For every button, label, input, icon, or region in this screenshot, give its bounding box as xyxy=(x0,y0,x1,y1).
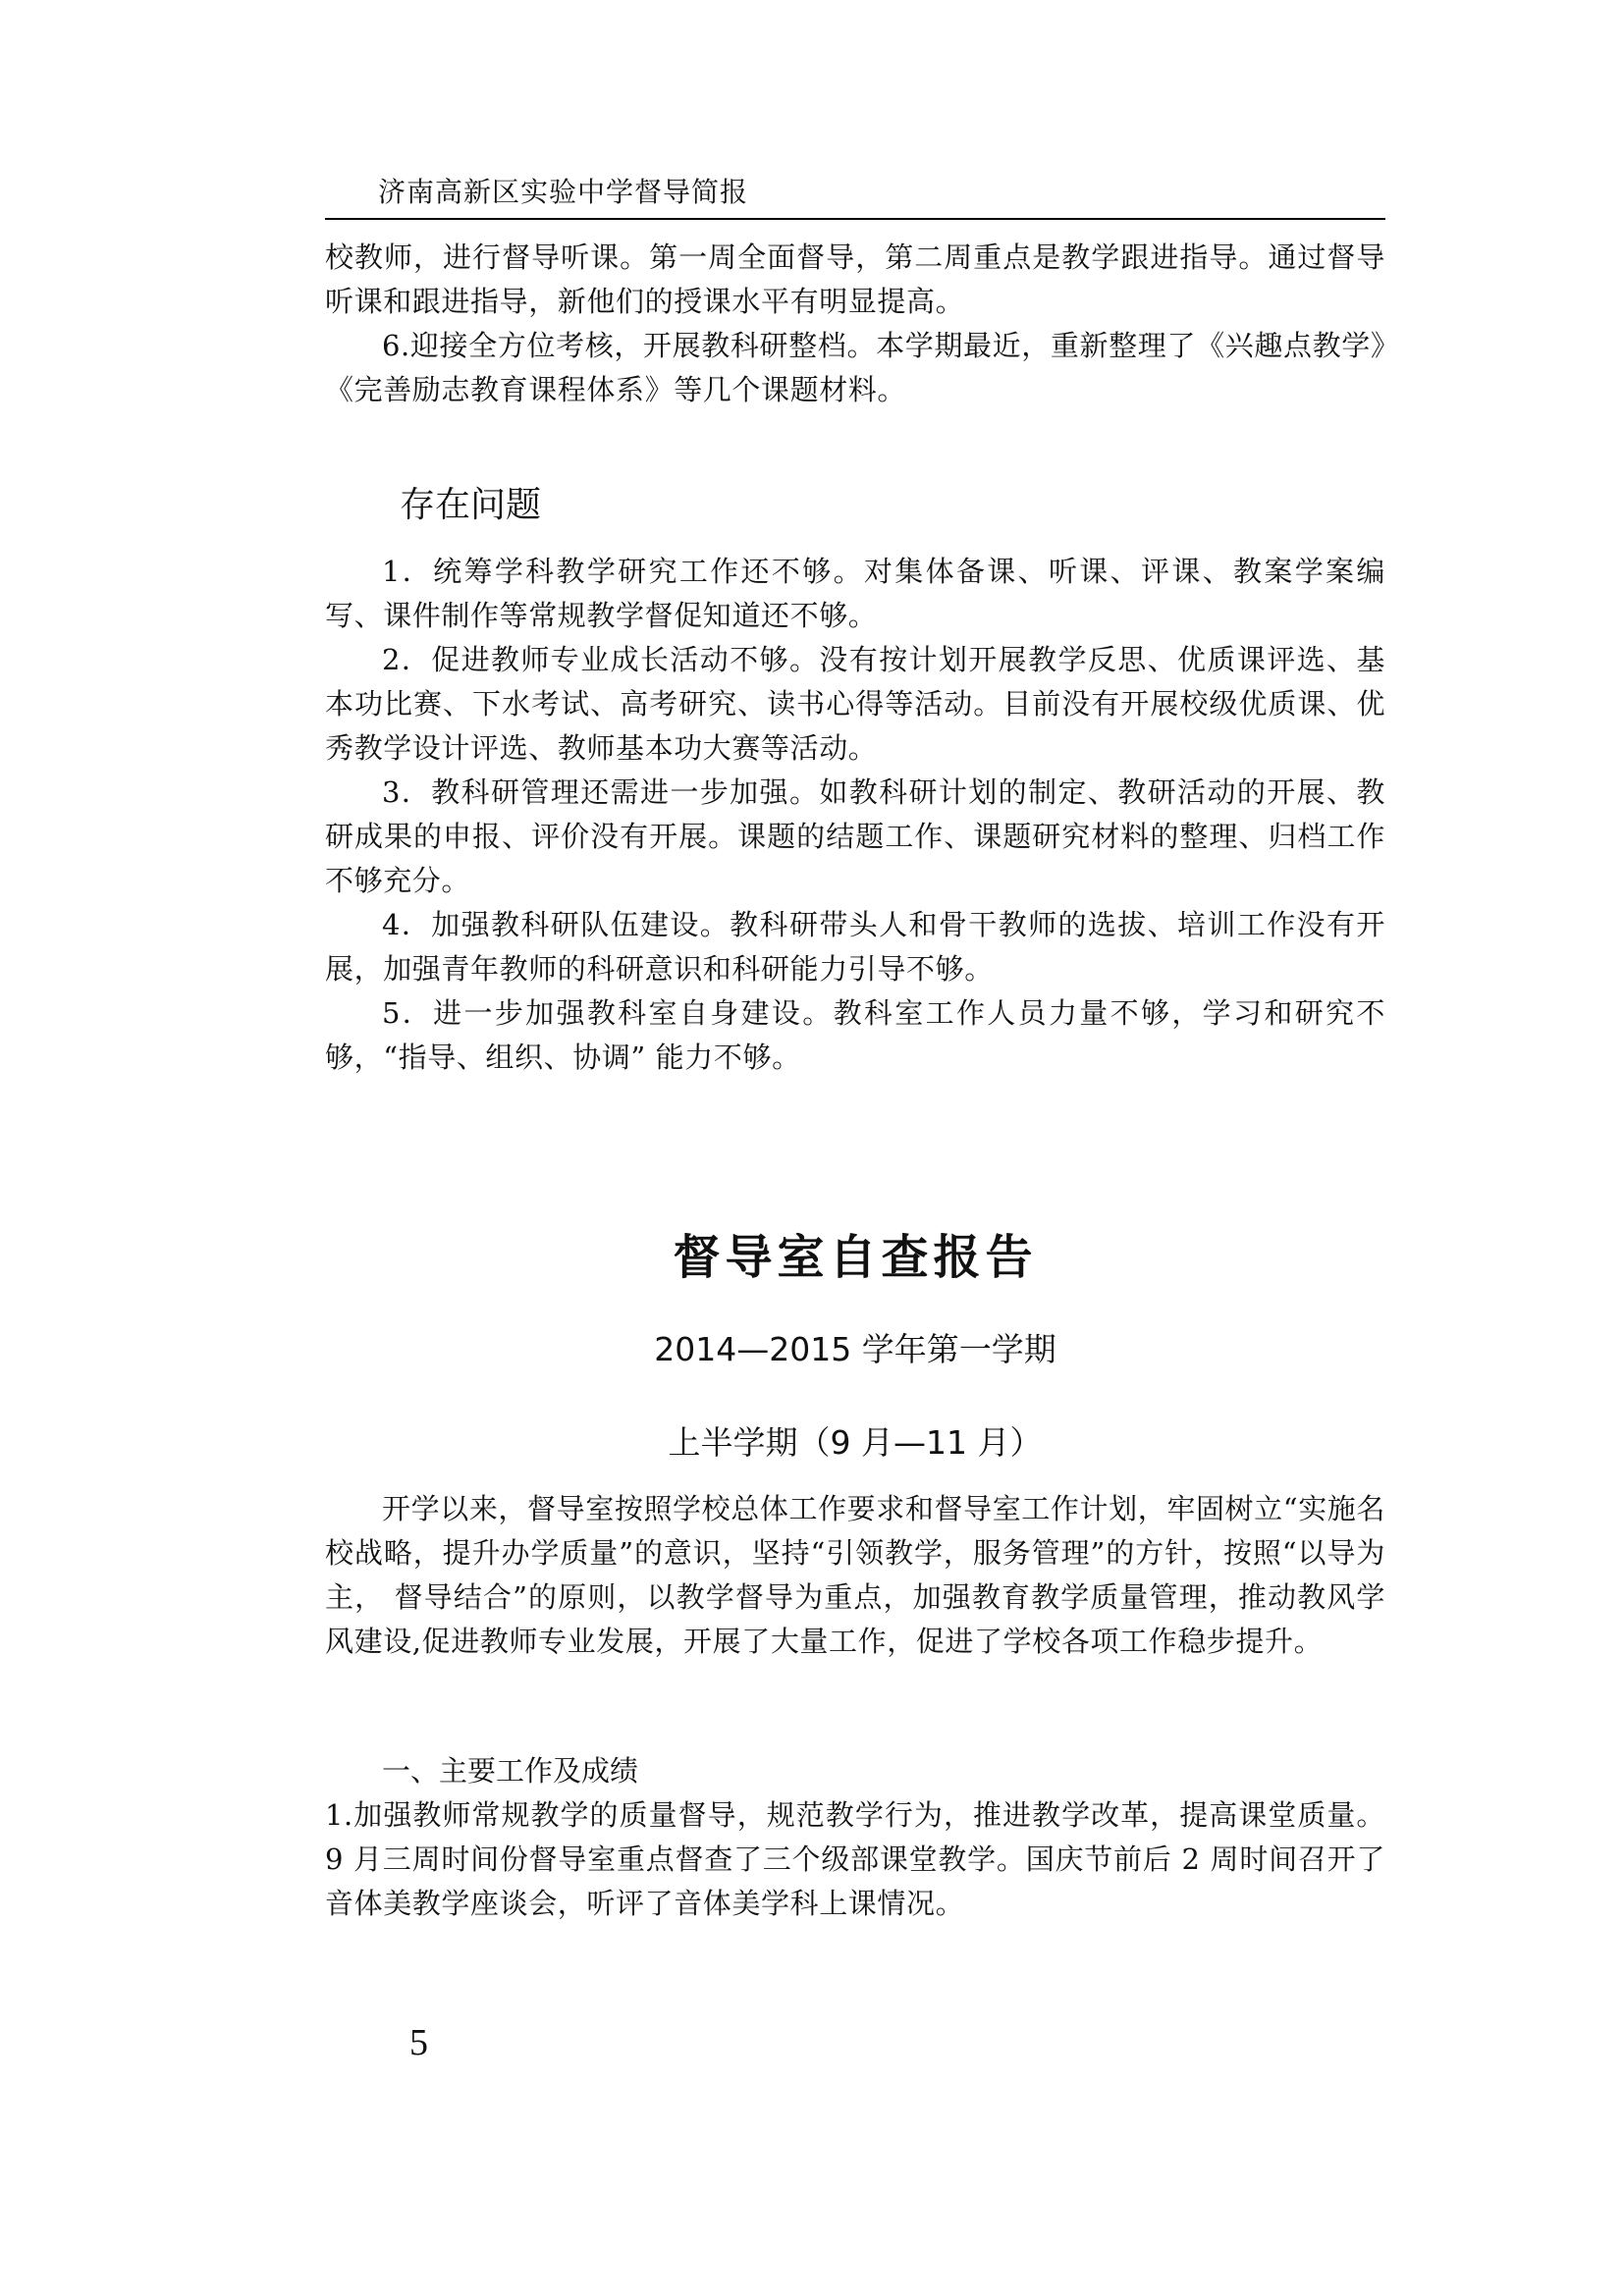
intro-block xyxy=(325,236,1385,412)
header-title: 济南高新区实验中学督导简报 xyxy=(378,176,749,208)
report-intro-block xyxy=(325,1487,1385,1664)
intro-paragraph-archive: 6.迎接全方位考核，开展教科研整档。本学期最近，重新整理了《兴趣点教学》《完善励志教育课程体系》等几个课题材料。 xyxy=(325,329,1385,406)
report-school-year: 2014—2015 学年第一学期 xyxy=(654,1330,1056,1368)
report-title: 督导室自查报告 xyxy=(673,1230,1038,1285)
page-header xyxy=(325,167,1385,220)
section-main-work-paragraph: 1.加强教师常规教学的质量督导，规范教学行为，推进教学改革，提高课堂质量。9 月三周时间份督导室重点督查了三个级部课堂教学。国庆节前后 2 周时间召开了音体美教学座谈会，听评了音体美学科上课情况。 xyxy=(325,1798,1385,1920)
problem-item-5: 5．进一步加强教科室自身建设。教科室工作人员力量不够，学习和研究不够，“指导、组织、协调” 能力不够。 xyxy=(325,996,1385,1074)
page-number: 5 xyxy=(409,2022,428,2063)
report-period: 上半学期（9 月—11 月） xyxy=(668,1423,1043,1462)
problem-item-3: 3．教科研管理还需进一步加强。如教科研计划的制定、教研活动的开展、教研成果的申报、评价没有开展。课题的结题工作、课题研究材料的整理、归档工作不够充分。 xyxy=(325,775,1385,897)
report-intro-paragraph: 开学以来，督导室按照学校总体工作要求和督导室工作计划，牢固树立“实施名校战略，提升办学质量”的意识，坚持“引领教学，服务管理”的方针，按照“以导为主， 督导结合”的原则，以教学督导为重点，加强教育教学质量管理，推动教风学风建设,促进教师专业发展，开展了大量工作，促进了学校各项工作稳步提升。 xyxy=(325,1492,1385,1658)
problems-heading: 存在问题 xyxy=(400,485,542,525)
section-main-work-block xyxy=(325,1793,1385,1926)
problem-item-2: 2．促进教师专业成长活动不够。没有按计划开展教学反思、优质课评选、基本功比赛、下水考试、高考研究、读书心得等活动。目前没有开展校级优质课、优秀教学设计评选、教师基本功大赛等活动。 xyxy=(325,643,1385,765)
problem-item-1: 1．统筹学科教学研究工作还不够。对集体备课、听课、评课、教案学案编写、课件制作等常规教学督促知道还不够。 xyxy=(325,555,1385,632)
problems-list xyxy=(325,550,1385,1080)
problem-item-4: 4．加强教科研队伍建设。教科研带头人和骨干教师的选拔、培训工作没有开展，加强青年教师的科研意识和科研能力引导不够。 xyxy=(325,908,1385,986)
section-heading-main-work: 一、主要工作及成绩 xyxy=(382,1754,639,1788)
intro-paragraph-continued: 校教师，进行督导听课。第一周全面督导，第二周重点是教学跟进指导。通过督导听课和跟进指导，新他们的授课水平有明显提高。 xyxy=(325,240,1385,318)
